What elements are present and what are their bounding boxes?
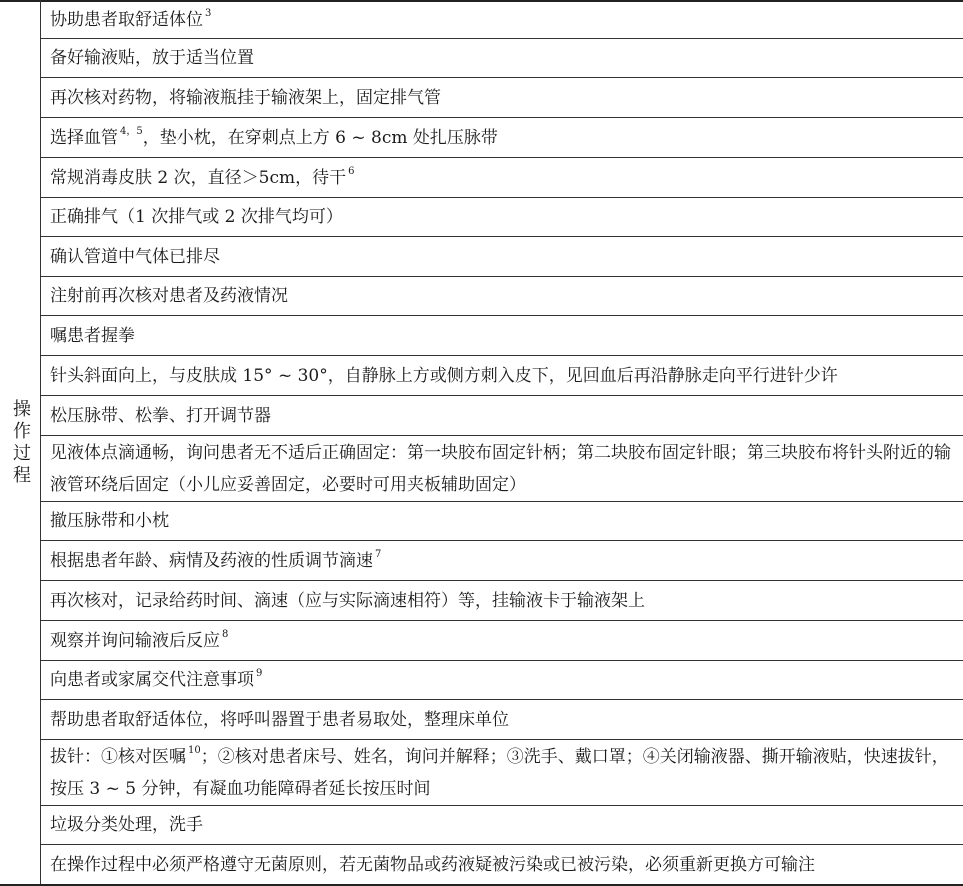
- category-cell: [0, 2, 40, 884]
- step-text: [50, 664, 262, 696]
- step-text-main: 在操作过程中必须严格遵守无菌原则，若无菌物品或药液疑被污染或已被污染，必须重新更换方可输注: [50, 854, 815, 875]
- step-text: [50, 241, 220, 273]
- step-text: [50, 585, 645, 617]
- step-text-main: 根据患者年龄、病情及药液的性质调节滴速: [50, 550, 373, 571]
- table-row: [41, 118, 963, 158]
- category-label: 操作过程: [10, 399, 31, 487]
- table-row: [41, 396, 963, 436]
- step-text-main: 拔针：①核对医嘱: [50, 746, 186, 767]
- step-text: [50, 505, 169, 537]
- table-row: [41, 581, 963, 621]
- step-text: [50, 704, 509, 736]
- table-row: [41, 237, 963, 277]
- step-text-main: 向患者或家属交代注意事项: [50, 670, 254, 690]
- table-row: [41, 806, 963, 845]
- step-text: [50, 809, 203, 841]
- step-text-main: 嘱患者握拳: [50, 325, 135, 346]
- table-row: [41, 436, 963, 502]
- table-row: [41, 39, 963, 78]
- step-text-main: 注射前再次核对患者及药液情况: [50, 286, 288, 306]
- step-text-main: 选择血管: [50, 127, 118, 148]
- step-text: [50, 849, 815, 881]
- step-text-main: 常规消毒皮肤 2 次，直径＞5cm，待干: [50, 167, 347, 188]
- step-text: [50, 625, 228, 657]
- footnote-marker: 9: [256, 668, 263, 680]
- step-text-main: 确认管道中气体已排尽: [50, 246, 220, 267]
- step-text-main: 垃圾分类处理，洗手: [50, 815, 203, 835]
- table-row: [41, 2, 963, 39]
- step-text-main: 再次核对，记录给药时间、滴速（应与实际滴速相符）等，挂输液卡于输液架上: [50, 590, 645, 611]
- table-row: [41, 621, 963, 661]
- table-row: [41, 78, 963, 118]
- table-row: [41, 700, 963, 740]
- table-row: [41, 198, 963, 237]
- step-text: [50, 201, 343, 233]
- step-text-continued: ，垫小枕，在穿刺点上方 6 ~ 8cm 处扎压脉带: [142, 127, 498, 148]
- footnote-marker: 7: [375, 548, 382, 560]
- step-text: [50, 545, 381, 577]
- table-row: [41, 277, 963, 316]
- step-text-main: 观察并询问输液后反应: [50, 630, 220, 651]
- step-text: [50, 4, 211, 36]
- step-text-main: 备好输液贴，放于适当位置: [50, 48, 254, 68]
- table-row: [41, 845, 963, 884]
- step-text-main: 针头斜面向上，与皮肤成 15° ~ 30°，自静脉上方或侧方刺入皮下，见回血后再沿静脉走向平行进针少许: [50, 365, 838, 386]
- table-row: [41, 158, 963, 198]
- step-text-main: 松压脉带、松拳、打开调节器: [50, 405, 271, 426]
- step-text: [50, 42, 254, 74]
- table-row: [41, 356, 963, 396]
- step-text-continued: ；②核对患者床号、姓名，询问并解释；③洗手、戴口罩；④关闭输液器、撕开输液贴，快速拔针，按压 3 ~ 5 分钟，有凝血功能障碍者延长按压时间: [50, 746, 949, 799]
- footnote-marker: 4，5: [120, 125, 143, 137]
- table-row: [41, 502, 963, 541]
- step-text-main: 协助患者取舒适体位: [50, 10, 203, 30]
- step-text: [50, 741, 963, 805]
- step-text: [50, 400, 271, 432]
- step-text-main: 帮助患者取舒适体位，将呼叫器置于患者易取处，整理床单位: [50, 709, 509, 730]
- step-text: [50, 122, 498, 154]
- table-row: [41, 316, 963, 356]
- step-text-main: 撤压脉带和小枕: [50, 511, 169, 531]
- footnote-marker: 10: [188, 744, 201, 756]
- step-text: [50, 320, 135, 352]
- step-text-main: 见液体点滴通畅，询问患者无不适后正确固定：第一块胶布固定针柄；第二块胶布固定针眼；第三块胶布将针头附近的输液管环绕后固定（小儿应妥善固定，必要时可用夹板辅助固定）: [50, 442, 951, 495]
- footnote-marker: 6: [348, 165, 355, 177]
- step-text-main: 再次核对药物，将输液瓶挂于输液架上，固定排气管: [50, 87, 441, 108]
- step-text: [50, 280, 288, 312]
- step-text: [50, 82, 441, 114]
- table-row: [41, 661, 963, 700]
- table-row: [41, 740, 963, 806]
- step-text: [50, 360, 838, 392]
- step-text: [50, 437, 963, 501]
- step-text: [50, 162, 354, 194]
- footnote-marker: 3: [205, 8, 212, 20]
- table-row: [41, 541, 963, 581]
- step-text-main: 正确排气（1 次排气或 2 次排气均可）: [50, 207, 343, 227]
- footnote-marker: 8: [222, 628, 229, 640]
